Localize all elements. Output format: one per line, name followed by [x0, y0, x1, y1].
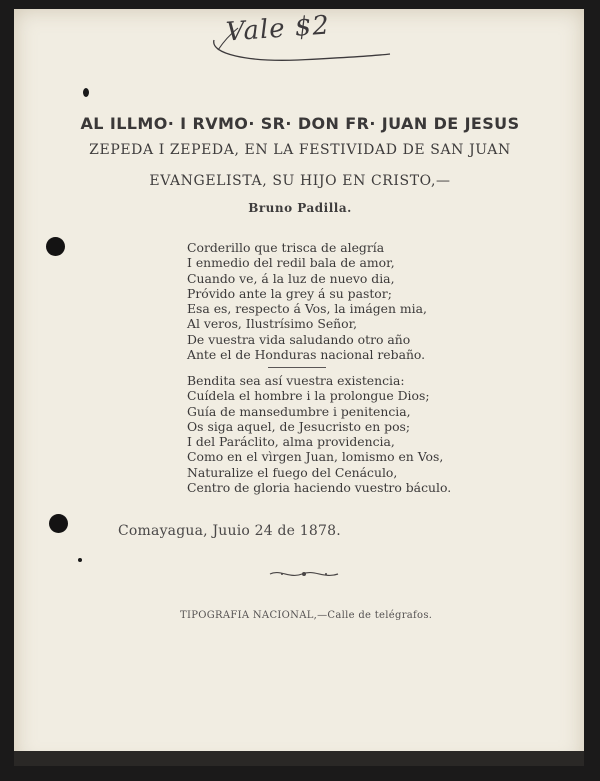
poem-line: Ante el de Honduras nacional rebaño.	[187, 347, 426, 363]
poem-line: Corderillo que trisca de alegría	[187, 240, 385, 255]
poem-line: Esa es, respecto á Vos, la imágen mia,	[187, 301, 427, 317]
place-and-date: Comayagua, Juuio 24 de 1878.	[118, 523, 341, 539]
handwritten-note: Vale $2	[225, 10, 331, 48]
heading-line-2: ZEPEDA I ZEPEDA, EN LA FESTIVIDAD DE SAN JUAN	[89, 142, 511, 158]
ink-speck	[83, 88, 89, 97]
ink-speck	[78, 558, 82, 562]
poem-line: Centro de gloria haciendo vuestro báculo.	[187, 480, 452, 496]
scan-edge	[14, 751, 584, 766]
poem-line: Como en el vìrgen Juan, lomismo en Vos,	[187, 449, 444, 465]
punch-hole	[46, 237, 65, 256]
poem-line: De vuestra vida saludando otro año	[187, 331, 411, 347]
author-name: Bruno Padilla.	[248, 201, 352, 215]
poem-line: Bendita sea así vuestra existencia:	[187, 373, 405, 388]
poem-stanza-2	[187, 373, 451, 495]
poem-line: Próvido ante la grey á su pastor;	[187, 285, 392, 301]
poem-line: Os siga aquel, de Jesucristo en pos;	[187, 418, 411, 434]
poem-line: Cuídela el hombre i la prolongue Dios;	[187, 388, 430, 404]
heading-line-1: AL ILLMO· I RVMO· SR· DON FR· JUAN DE JESUS	[80, 114, 520, 133]
poem-line: I enmedio del redil bala de amor,	[187, 255, 395, 271]
poem-stanza-1	[187, 240, 427, 362]
ornament-divider	[268, 568, 340, 580]
printer-imprint: TIPOGRAFIA NACIONAL,—Calle de telégrafos.	[180, 610, 433, 621]
heading-line-3: EVANGELISTA, SU HIJO EN CRISTO,—	[149, 173, 451, 189]
poem-line: Al veros, Ilustrísimo Señor,	[187, 316, 358, 332]
poem-line: I del Paráclito, alma providencia,	[187, 434, 395, 450]
handwritten-flourish	[208, 20, 393, 68]
poem-line: Guía de mansedumbre i penitencia,	[187, 403, 411, 419]
poem-line: Cuando ve, á la luz de nuevo dia,	[187, 270, 395, 286]
punch-hole	[49, 514, 68, 533]
stanza-divider	[268, 367, 326, 368]
poem-line: Naturalize el fuego del Cenáculo,	[187, 464, 398, 480]
